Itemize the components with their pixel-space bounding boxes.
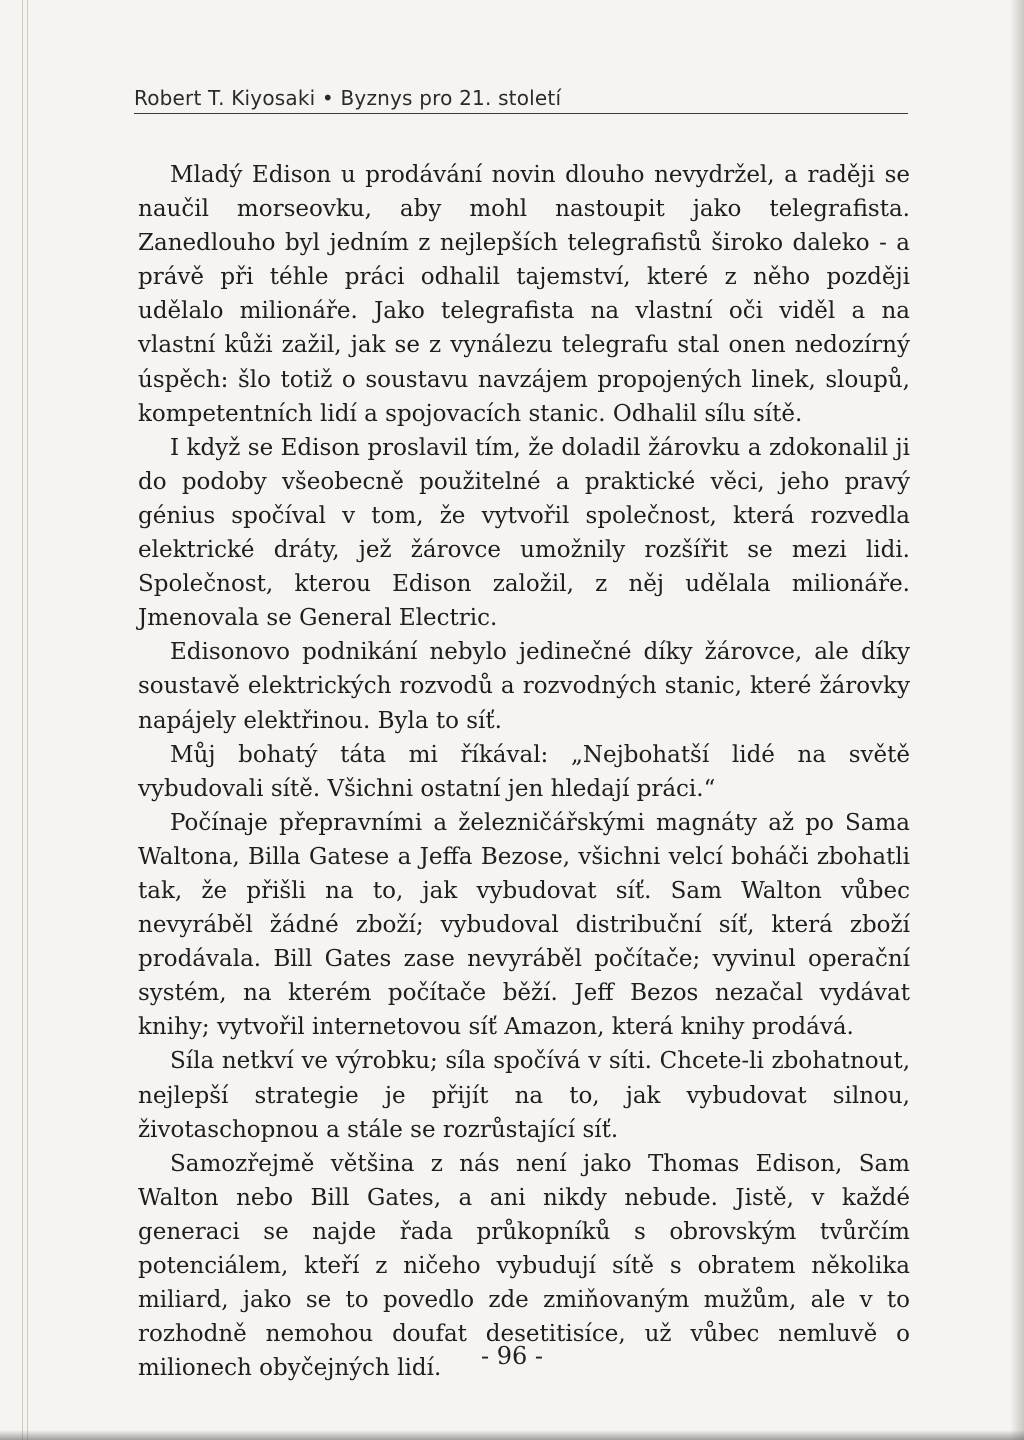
page-number: - 96 - [480,1342,543,1370]
body-text [138,158,910,1385]
binding-line [22,0,23,1440]
paragraph: Edisonovo podnikání nebylo jedinečné díky žárovce, ale díky soustavě elektrických rozvodů a rozvodných stanic, které žárovky napájely elektřinou. Byla to síť. [138,639,910,734]
paragraph: I když se Edison proslavil tím, že doladil žárovku a zdokonalil ji do podoby všeobecně použitelné a praktické věci, jeho pravý génius spočíval v tom, že vytvořil společnost, která rozvedla elektrické dráty, jež žárovce umožnily rozšířit se mezi lidi. Společnost, kterou Edison založil, z něj udělala milionáře. Jmenovala se General Electric. [138,434,910,632]
paragraph: Mladý Edison u prodávání novin dlouho nevydržel, a raději se naučil morseovku, aby mohl nastoupit jako telegrafista. Zanedlouho byl jedním z nejlepších telegrafistů široko daleko - a právě při téhle práci odhalil tajemství, které z něho později udělalo milionáře. Jako telegrafista na vlastní oči viděl a na vlastní kůži zažil, jak se z vynálezu telegrafu stal onen nedozírný úspěch: šlo totiž o soustavu navzájem propojených linek, sloupů, kompetentních lidí a spojovacích stanic. Odhalil sílu sítě. [138,162,910,427]
paragraph: Samozřejmě většina z nás není jako Thomas Edison, Sam Walton nebo Bill Gates, a ani nikdy nebude. Jistě, v každé generaci se najde řada průkopníků s obrovským tvůrčím potenciálem, kteří z ničeho vybudují sítě s obratem několika miliard, jako se to povedlo zde zmiňovaným mužům, ale v to rozhodně nemohou doufat desetitisíce, už vůbec nemluvě o milionech obyčejných lidí. [138,1150,910,1382]
running-head: Robert T. Kiyosaki • Byznys pro 21. století [134,86,908,114]
scan-bottom-band [0,1430,1024,1440]
paragraph: Můj bohatý táta mi říkával: „Nejbohatší lidé na světě vybudovali sítě. Všichni ostatní jen hledají práci.“ [138,741,910,802]
paragraph: Síla netkví ve výrobku; síla spočívá v síti. Chcete-li zbohatnout, nejlepší strategie je přijít na to, jak vybudovat silnou, životaschopnou a stále se rozrůstající síť. [138,1048,910,1143]
paragraph: Počínaje přepravními a železničářskými magnáty až po Sama Waltona, Billa Gatese a Jeffa Bezose, všichni velcí boháči zbohatli tak, že přišli na to, jak vybudovat síť. Sam Walton vůbec nevyráběl žádné zboží; vybudoval distribuční síť, která zboží prodávala. Bill Gates zase nevyráběl počítače; vyvinul operační systém, na kterém počítače běží. Jeff Bezos nezačal vydávat knihy; vytvořil internetovou síť Amazon, která knihy prodává. [138,809,910,1041]
page-edge-shadow [1010,0,1024,1440]
binding-line [27,0,28,1440]
